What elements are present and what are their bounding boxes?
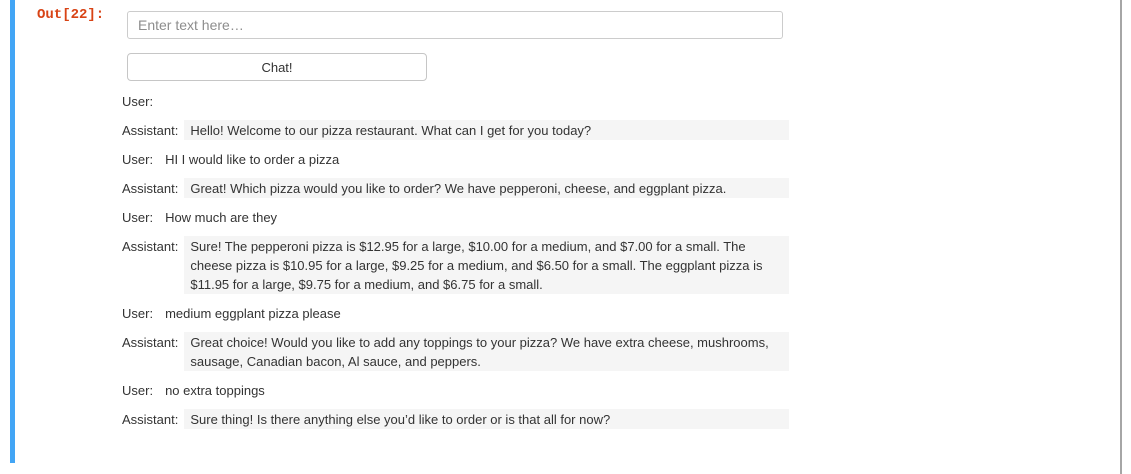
chat-row [122,91,789,111]
cell-output-area [122,0,789,438]
chat-message: Sure! The pepperoni pizza is $12.95 for a large, $10.00 for a medium, and $7.00 for a small. The cheese pizza is $10.95 for a large, $9.25 for a medium, and $6.50 for a small. The eggplant pizza is $11.95 for a large, $9.75 for a medium, and $6.75 for a small. [184,236,789,294]
chat-row [122,236,789,294]
chat-message: Great! Which pizza would you like to order? We have pepperoni, cheese, and eggplant pizza. [184,178,789,198]
chat-row [122,380,789,400]
chat-message: medium eggplant pizza please [165,305,341,321]
chat-message: no extra toppings [165,382,265,398]
chat-role-label: User: [122,209,154,225]
chat-send-button[interactable]: Chat! [127,53,427,81]
chat-role-label: Assistant: [122,334,179,350]
chat-role-label: Assistant: [122,180,179,196]
chat-message: How much are they [165,209,278,225]
chat-role-label: User: [122,151,154,167]
chat-role-label: Assistant: [122,411,179,427]
chat-message: Great choice! Would you like to add any toppings to your pizza? We have extra cheese, mushrooms, sausage, Canadian bacon, Al sauce, and peppers. [184,332,789,371]
chat-role-label: Assistant: [122,122,179,138]
notebook-right-border [1120,0,1122,474]
chat-row [122,178,789,198]
chat-message [159,91,789,111]
chat-row [122,332,789,371]
chat-text-input[interactable] [127,11,783,39]
chat-row [122,207,789,227]
chat-role-label: User: [122,93,154,109]
output-prompt: Out[22]: [37,7,105,23]
chat-transcript [122,91,789,429]
active-cell-indicator-bar [10,0,15,463]
chat-role-label: User: [122,305,154,321]
chat-row [122,149,789,169]
chat-message: HI I would like to order a pizza [165,151,340,167]
chat-row [122,120,789,140]
chat-message: Sure thing! Is there anything else you’d like to order or is that all for now? [184,409,789,429]
chat-row [122,409,789,429]
chat-role-label: Assistant: [122,238,179,254]
chat-role-label: User: [122,382,154,398]
chat-message: Hello! Welcome to our pizza restaurant. What can I get for you today? [184,120,789,140]
chat-row [122,303,789,323]
